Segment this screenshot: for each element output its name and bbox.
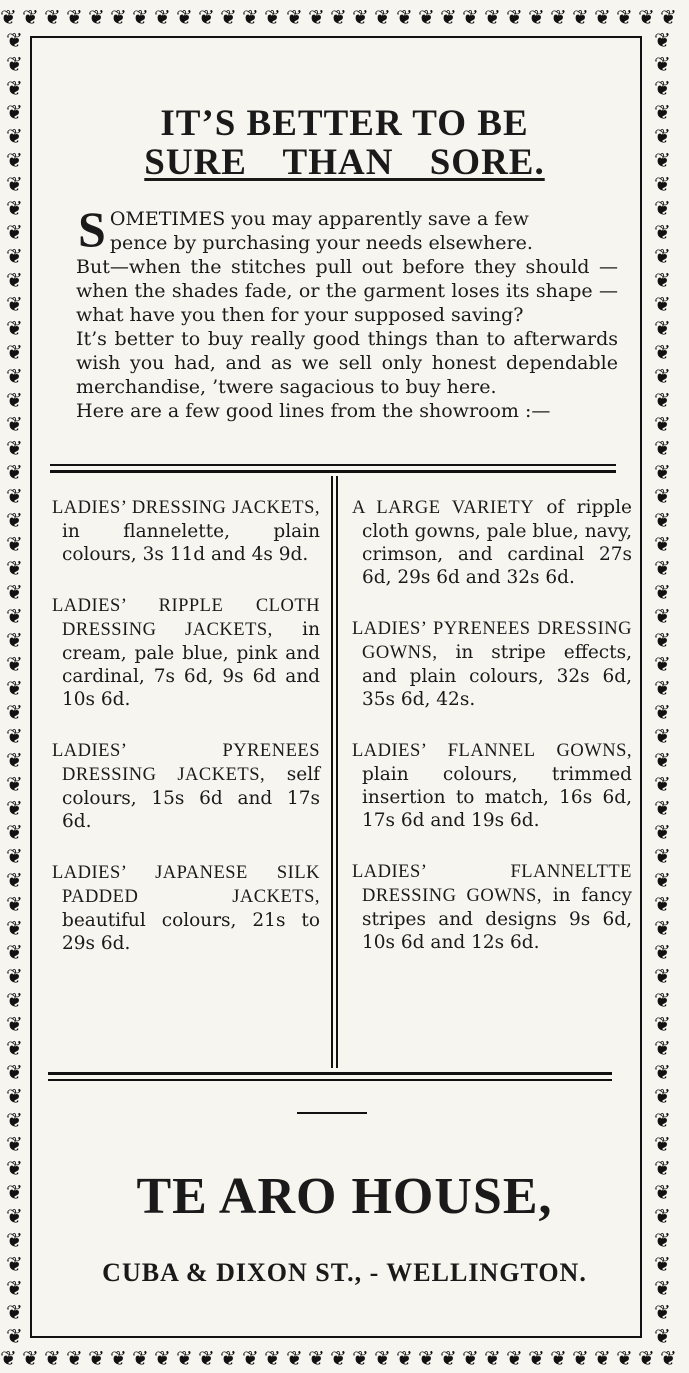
fleuron-icon: ❦ [654,76,671,100]
fleuron-icon: ❦ [22,1346,39,1370]
fleuron-icon: ❦ [6,724,23,748]
item-text: in flannelette, plain colours, 3s 11d and 4s 9d. [62,521,320,565]
fleuron-icon: ❦ [6,916,23,940]
fleuron-icon: ❦ [654,412,671,436]
fleuron-icon: ❦ [654,1252,671,1276]
item-title: LADIES’ RIPPLE CLOTH DRESSING JACKETS, [52,596,320,640]
fleuron-icon: ❦ [352,5,369,29]
fleuron-icon: ❦ [6,460,23,484]
intro-paragraph-3: It’s better to buy really good things than to afterwards wish you had, and as we sell only honest dependable merchandise, ’twere sagacious to buy here. [76,328,618,398]
fleuron-icon: ❦ [654,340,671,364]
fleuron-icon: ❦ [6,1276,23,1300]
fleuron-icon: ❦ [654,1012,671,1036]
fleuron-icon: ❦ [6,124,23,148]
fleuron-icon: ❦ [654,436,671,460]
fleuron-icon: ❦ [242,1346,259,1370]
fleuron-icon: ❦ [44,1346,61,1370]
fleuron-icon: ❦ [6,1060,23,1084]
fleuron-icon: ❦ [6,1324,23,1344]
fleuron-icon: ❦ [654,676,671,700]
fleuron-icon: ❦ [654,964,671,988]
fleuron-icon: ❦ [654,1060,671,1084]
fleuron-icon: ❦ [0,5,17,29]
fleuron-icon: ❦ [654,460,671,484]
fleuron-icon: ❦ [660,1346,677,1370]
fleuron-icon: ❦ [654,844,671,868]
list-item [352,617,632,711]
fleuron-icon: ❦ [654,1204,671,1228]
fleuron-icon: ❦ [440,1346,457,1370]
fleuron-icon: ❦ [550,1346,567,1370]
fleuron-icon: ❦ [88,1346,105,1370]
fleuron-icon: ❦ [286,1346,303,1370]
store-name: TE ARO HOUSE, [136,1168,553,1225]
fleuron-icon: ❦ [528,5,545,29]
fleuron-icon: ❦ [154,1346,171,1370]
fleuron-icon: ❦ [6,30,23,52]
fleuron-icon: ❦ [6,772,23,796]
fleuron-icon: ❦ [654,124,671,148]
fleuron-icon: ❦ [154,5,171,29]
list-item [352,496,632,589]
fleuron-icon: ❦ [132,1346,149,1370]
item-title: A LARGE VARIETY [352,498,535,518]
item-text: in fancy stripes and designs 9s 6d, 10s 6d and 12s 6d. [362,885,632,953]
fleuron-icon: ❦ [654,580,671,604]
fleuron-icon: ❦ [6,364,23,388]
fleuron-icon: ❦ [6,604,23,628]
fleuron-icon: ❦ [6,1084,23,1108]
fleuron-icon: ❦ [6,340,23,364]
fleuron-icon: ❦ [198,1346,215,1370]
fleuron-icon: ❦ [654,1036,671,1060]
fleuron-icon: ❦ [6,196,23,220]
fleuron-icon: ❦ [654,700,671,724]
fleuron-icon: ❦ [654,556,671,580]
list-item [352,860,632,954]
item-title: LADIES’ PYRENEES DRESSING GOWNS, [352,619,632,663]
fleuron-icon: ❦ [654,220,671,244]
fleuron-icon: ❦ [654,1180,671,1204]
fleuron-icon: ❦ [6,268,23,292]
fleuron-icon: ❦ [654,772,671,796]
fleuron-icon: ❦ [654,1156,671,1180]
fleuron-icon: ❦ [654,1324,671,1344]
fleuron-icon: ❦ [6,76,23,100]
fleuron-icon: ❦ [0,1346,17,1370]
top-rule-thin [50,464,616,466]
fleuron-icon: ❦ [374,1346,391,1370]
border-bottom [0,1341,689,1373]
border-right [648,30,689,1344]
fleuron-icon: ❦ [654,652,671,676]
drop-cap: S [78,201,106,257]
fleuron-icon: ❦ [242,5,259,29]
fleuron-icon: ❦ [6,652,23,676]
fleuron-icon: ❦ [654,1228,671,1252]
fleuron-icon: ❦ [440,5,457,29]
fleuron-icon: ❦ [418,5,435,29]
fleuron-icon: ❦ [6,844,23,868]
item-text: beautiful colours, 21s to 29s 6d. [62,910,320,954]
headline-line-2: SURE THAN SORE. [144,142,545,183]
fleuron-icon: ❦ [6,100,23,124]
column-divider-b [336,476,338,1068]
fleuron-icon: ❦ [330,5,347,29]
fleuron-icon: ❦ [6,868,23,892]
intro-text [76,201,618,423]
fleuron-icon: ❦ [6,484,23,508]
fleuron-icon: ❦ [654,52,671,76]
fleuron-icon: ❦ [594,5,611,29]
item-title: LADIES’ JAPANESE SILK PADDED JACKETS, [52,863,320,907]
fleuron-icon: ❦ [6,892,23,916]
fleuron-icon: ❦ [654,100,671,124]
fleuron-icon: ❦ [654,748,671,772]
bottom-rule-thick [48,1072,612,1075]
fleuron-icon: ❦ [6,220,23,244]
fleuron-icon: ❦ [654,388,671,412]
fleuron-icon: ❦ [264,5,281,29]
fleuron-icon: ❦ [6,244,23,268]
fleuron-icon: ❦ [6,508,23,532]
fleuron-icon: ❦ [654,196,671,220]
fleuron-icon: ❦ [6,1300,23,1324]
fleuron-icon: ❦ [6,1252,23,1276]
fleuron-icon: ❦ [6,148,23,172]
fleuron-icon: ❦ [6,820,23,844]
fleuron-icon: ❦ [654,604,671,628]
fleuron-icon: ❦ [6,580,23,604]
fleuron-icon: ❦ [654,1300,671,1324]
fleuron-icon: ❦ [654,868,671,892]
intro-paragraph-2: But—when the stitches pull out before they should —when the shades fade, or the garment loses its shape —what have you then for your supposed saving? [76,256,618,326]
left-column [52,496,320,983]
bottom-rule-thin [48,1079,612,1081]
fleuron-icon: ❦ [110,1346,127,1370]
fleuron-icon: ❦ [654,244,671,268]
intro-p1-line2: pence by purchasing your needs elsewhere. [109,232,533,254]
fleuron-icon: ❦ [484,5,501,29]
intro-paragraph-1 [76,201,618,257]
fleuron-icon: ❦ [110,5,127,29]
fleuron-icon: ❦ [418,1346,435,1370]
list-item [52,861,320,955]
fleuron-icon: ❦ [6,676,23,700]
fleuron-icon: ❦ [654,292,671,316]
fleuron-icon: ❦ [6,172,23,196]
fleuron-icon: ❦ [6,1036,23,1060]
fleuron-icon: ❦ [6,1180,23,1204]
fleuron-icon: ❦ [176,1346,193,1370]
fleuron-icon: ❦ [654,1108,671,1132]
fleuron-icon: ❦ [654,484,671,508]
fleuron-icon: ❦ [6,1108,23,1132]
footer-dash [297,1112,367,1114]
fleuron-icon: ❦ [654,364,671,388]
fleuron-icon: ❦ [654,940,671,964]
fleuron-icon: ❦ [6,1204,23,1228]
fleuron-icon: ❦ [550,5,567,29]
fleuron-icon: ❦ [6,988,23,1012]
fleuron-icon: ❦ [654,30,671,52]
fleuron-icon: ❦ [88,5,105,29]
fleuron-icon: ❦ [528,1346,545,1370]
fleuron-icon: ❦ [6,316,23,340]
fleuron-icon: ❦ [660,5,677,29]
fleuron-icon: ❦ [220,1346,237,1370]
fleuron-icon: ❦ [654,796,671,820]
fleuron-icon: ❦ [374,5,391,29]
fleuron-icon: ❦ [6,1156,23,1180]
fleuron-icon: ❦ [6,292,23,316]
fleuron-icon: ❦ [654,316,671,340]
fleuron-icon: ❦ [66,5,83,29]
fleuron-icon: ❦ [506,1346,523,1370]
fleuron-icon: ❦ [616,5,633,29]
fleuron-icon: ❦ [6,388,23,412]
intro-paragraph-4: Here are a few good lines from the showroom :— [76,400,551,422]
fleuron-icon: ❦ [6,556,23,580]
fleuron-icon: ❦ [66,1346,83,1370]
fleuron-icon: ❦ [654,268,671,292]
fleuron-icon: ❦ [654,820,671,844]
fleuron-icon: ❦ [654,916,671,940]
fleuron-icon: ❦ [506,5,523,29]
item-title: LADIES’ FLANNELTTE DRESSING GOWNS, [352,862,632,906]
fleuron-icon: ❦ [654,172,671,196]
headline-line-1: IT’S BETTER TO BE [160,103,529,144]
right-column [352,496,632,982]
fleuron-icon: ❦ [6,748,23,772]
fleuron-icon: ❦ [462,1346,479,1370]
fleuron-icon: ❦ [198,5,215,29]
item-text: plain colours, trimmed insertion to match, 16s 6d, 17s 6d and 19s 6d. [362,764,632,831]
fleuron-icon: ❦ [6,1228,23,1252]
fleuron-icon: ❦ [330,1346,347,1370]
fleuron-icon: ❦ [44,5,61,29]
fleuron-icon: ❦ [6,412,23,436]
fleuron-icon: ❦ [654,724,671,748]
item-title: LADIES’ FLANNEL GOWNS, [352,741,632,761]
fleuron-icon: ❦ [6,52,23,76]
border-top [0,0,689,34]
fleuron-icon: ❦ [308,5,325,29]
fleuron-icon: ❦ [638,1346,655,1370]
item-title: LADIES’ DRESSING JACKETS, [52,498,320,518]
list-item [52,739,320,833]
fleuron-icon: ❦ [654,148,671,172]
item-text: in cream, pale blue, pink and cardinal, 7s 6d, 9s 6d and 10s 6d. [62,619,320,710]
column-divider-a [331,476,333,1068]
fleuron-icon: ❦ [396,5,413,29]
fleuron-icon: ❦ [484,1346,501,1370]
fleuron-icon: ❦ [6,1132,23,1156]
item-text: of ripple cloth gowns, pale blue, navy, crimson, and cardinal 27s 6d, 29s 6d and 32s 6d. [362,497,632,588]
fleuron-icon: ❦ [396,1346,413,1370]
fleuron-icon: ❦ [286,5,303,29]
border-left [0,30,30,1344]
list-item [52,594,320,711]
fleuron-icon: ❦ [654,892,671,916]
fleuron-icon: ❦ [6,796,23,820]
list-item [52,496,320,566]
fleuron-icon: ❦ [654,988,671,1012]
fleuron-icon: ❦ [654,1132,671,1156]
fleuron-icon: ❦ [352,1346,369,1370]
fleuron-icon: ❦ [264,1346,281,1370]
store-address: CUBA & DIXON ST., - WELLINGTON. [102,1258,587,1287]
fleuron-icon: ❦ [6,700,23,724]
fleuron-icon: ❦ [572,5,589,29]
fleuron-icon: ❦ [572,1346,589,1370]
fleuron-icon: ❦ [638,5,655,29]
fleuron-icon: ❦ [6,964,23,988]
fleuron-icon: ❦ [654,532,671,556]
fleuron-icon: ❦ [6,532,23,556]
fleuron-icon: ❦ [6,1012,23,1036]
fleuron-icon: ❦ [176,5,193,29]
intro-p1-line1: OMETIMES you may apparently save a few [109,208,529,230]
item-title: LADIES’ PYRENEES DRESSING JACKETS, [52,741,320,785]
list-item [352,739,632,832]
item-text: in stripe effects, and plain colours, 32s 6d, 35s 6d, 42s. [362,642,632,710]
fleuron-icon: ❦ [654,1084,671,1108]
fleuron-icon: ❦ [654,508,671,532]
fleuron-icon: ❦ [462,5,479,29]
fleuron-icon: ❦ [132,5,149,29]
fleuron-icon: ❦ [6,940,23,964]
item-text: self colours, 15s 6d and 17s 6d. [62,764,320,832]
fleuron-icon: ❦ [654,1276,671,1300]
fleuron-icon: ❦ [22,5,39,29]
fleuron-icon: ❦ [594,1346,611,1370]
fleuron-icon: ❦ [308,1346,325,1370]
fleuron-icon: ❦ [6,628,23,652]
fleuron-icon: ❦ [6,436,23,460]
top-rule-thick [50,470,616,473]
fleuron-icon: ❦ [220,5,237,29]
fleuron-icon: ❦ [654,628,671,652]
fleuron-icon: ❦ [616,1346,633,1370]
